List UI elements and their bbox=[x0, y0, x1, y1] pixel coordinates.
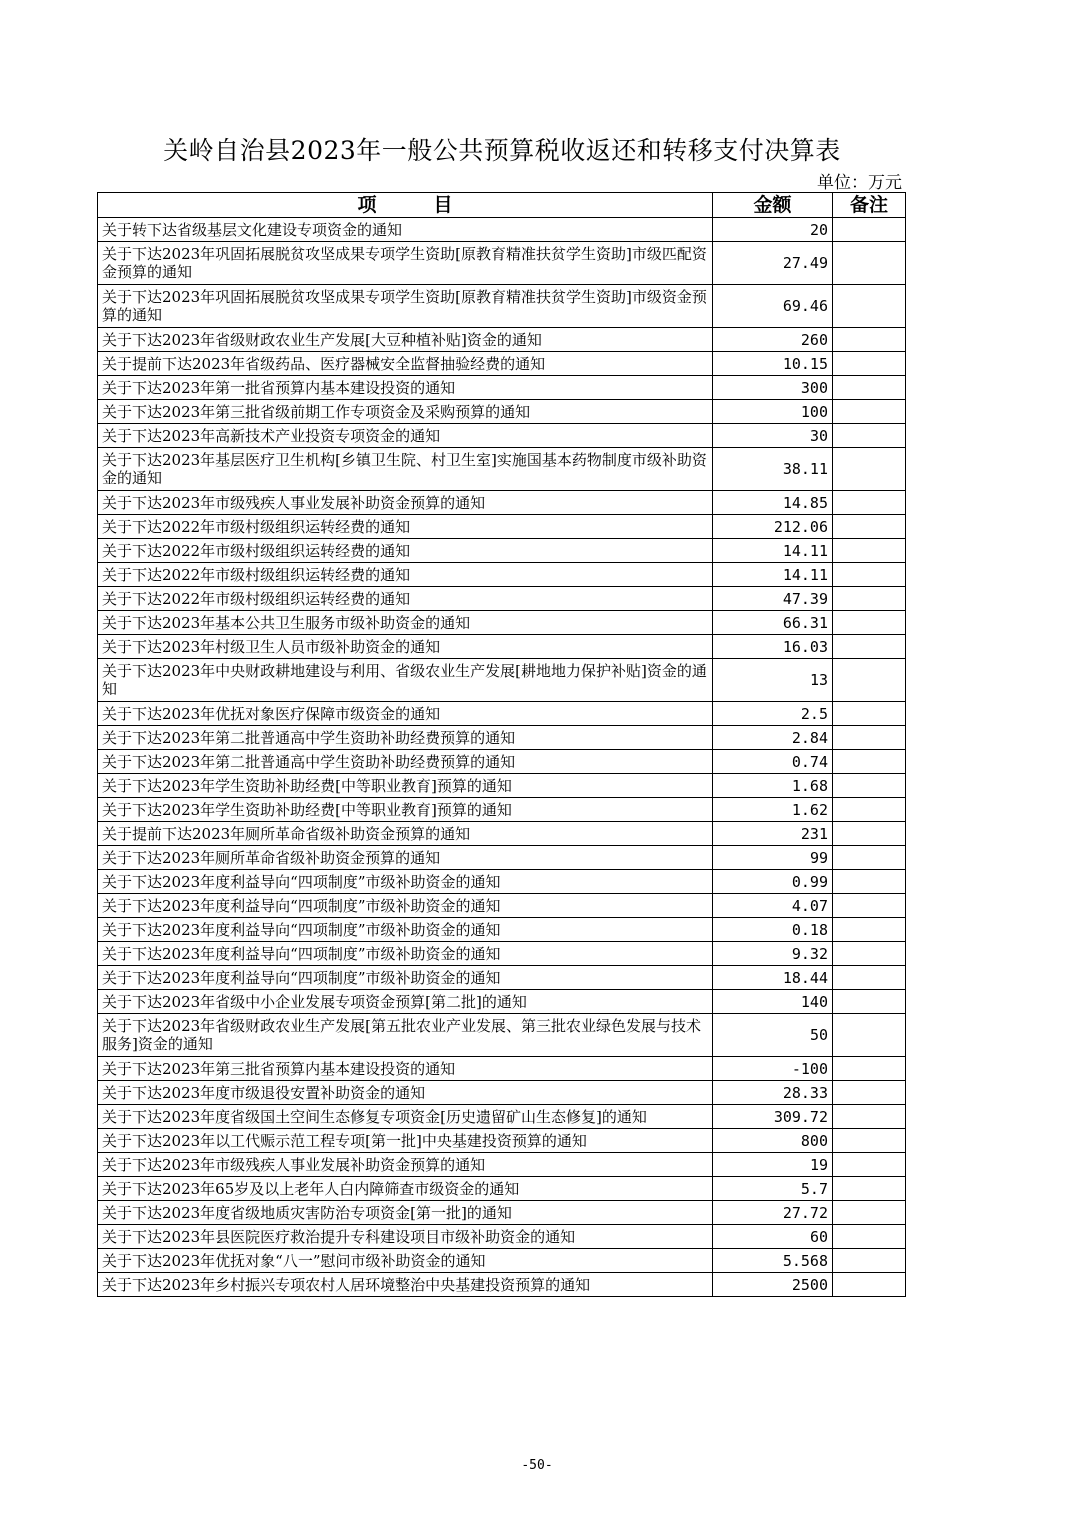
row-amount: 28.33 bbox=[713, 1081, 833, 1105]
row-amount: 47.39 bbox=[713, 587, 833, 611]
row-item: 关于下达2023年巩固拓展脱贫攻坚成果专项学生资助[原教育精准扶贫学生资助]市级匹配资金预算的通知 bbox=[98, 242, 713, 285]
table-row bbox=[98, 563, 906, 587]
unit-label: 单位：万元 bbox=[817, 173, 902, 193]
row-item: 关于下达2023年度利益导向“四项制度”市级补助资金的通知 bbox=[98, 966, 713, 990]
row-amount: 100 bbox=[713, 400, 833, 424]
row-note bbox=[833, 400, 906, 424]
table-row bbox=[98, 1081, 906, 1105]
row-note bbox=[833, 1105, 906, 1129]
row-note bbox=[833, 659, 906, 702]
row-item: 关于下达2022年市级村级组织运转经费的通知 bbox=[98, 515, 713, 539]
row-note bbox=[833, 1273, 906, 1297]
row-item: 关于提前下达2023年厕所革命省级补助资金预算的通知 bbox=[98, 822, 713, 846]
table-row bbox=[98, 702, 906, 726]
table-row bbox=[98, 218, 906, 242]
budget-table bbox=[97, 192, 906, 1297]
row-note bbox=[833, 798, 906, 822]
row-note bbox=[833, 702, 906, 726]
row-note bbox=[833, 750, 906, 774]
table-row bbox=[98, 966, 906, 990]
row-item: 关于下达2023年县医院医疗救治提升专科建设项目市级补助资金的通知 bbox=[98, 1225, 713, 1249]
row-amount: 20 bbox=[713, 218, 833, 242]
row-amount: 5.568 bbox=[713, 1249, 833, 1273]
table-row bbox=[98, 515, 906, 539]
table-row bbox=[98, 539, 906, 563]
row-note bbox=[833, 587, 906, 611]
row-amount: 16.03 bbox=[713, 635, 833, 659]
row-item: 关于提前下达2023年省级药品、医疗器械安全监督抽验经费的通知 bbox=[98, 352, 713, 376]
row-note bbox=[833, 894, 906, 918]
row-amount: 13 bbox=[713, 659, 833, 702]
row-item: 关于下达2023年厕所革命省级补助资金预算的通知 bbox=[98, 846, 713, 870]
table-row bbox=[98, 659, 906, 702]
row-item: 关于转下达省级基层文化建设专项资金的通知 bbox=[98, 218, 713, 242]
table-row bbox=[98, 942, 906, 966]
row-amount: 18.44 bbox=[713, 966, 833, 990]
row-item: 关于下达2023年村级卫生人员市级补助资金的通知 bbox=[98, 635, 713, 659]
row-amount: 30 bbox=[713, 424, 833, 448]
row-note bbox=[833, 328, 906, 352]
row-item: 关于下达2023年优抚对象医疗保障市级资金的通知 bbox=[98, 702, 713, 726]
row-amount: 1.62 bbox=[713, 798, 833, 822]
row-amount: 19 bbox=[713, 1153, 833, 1177]
table-row bbox=[98, 352, 906, 376]
row-item: 关于下达2023年第二批普通高中学生资助补助经费预算的通知 bbox=[98, 750, 713, 774]
table-row bbox=[98, 328, 906, 352]
row-note bbox=[833, 990, 906, 1014]
row-amount: 27.49 bbox=[713, 242, 833, 285]
row-item: 关于下达2023年第一批省预算内基本建设投资的通知 bbox=[98, 376, 713, 400]
row-amount: 4.07 bbox=[713, 894, 833, 918]
table-row bbox=[98, 1225, 906, 1249]
row-amount: 69.46 bbox=[713, 285, 833, 328]
row-note bbox=[833, 218, 906, 242]
row-amount: 309.72 bbox=[713, 1105, 833, 1129]
column-header-note: 备注 bbox=[833, 193, 906, 218]
row-note bbox=[833, 774, 906, 798]
row-note bbox=[833, 942, 906, 966]
row-item: 关于下达2023年65岁及以上老年人白内障筛查市级资金的通知 bbox=[98, 1177, 713, 1201]
row-note bbox=[833, 424, 906, 448]
row-item: 关于下达2023年优抚对象“八一”慰问市级补助资金的通知 bbox=[98, 1249, 713, 1273]
row-item: 关于下达2023年度利益导向“四项制度”市级补助资金的通知 bbox=[98, 870, 713, 894]
row-note bbox=[833, 515, 906, 539]
table-header-row bbox=[98, 193, 906, 218]
table-row bbox=[98, 1273, 906, 1297]
row-amount: 9.32 bbox=[713, 942, 833, 966]
row-note bbox=[833, 491, 906, 515]
table-row bbox=[98, 894, 906, 918]
row-amount: 2500 bbox=[713, 1273, 833, 1297]
row-note bbox=[833, 1225, 906, 1249]
table-row bbox=[98, 1057, 906, 1081]
row-amount: 212.06 bbox=[713, 515, 833, 539]
table-row bbox=[98, 448, 906, 491]
table-row bbox=[98, 400, 906, 424]
row-note bbox=[833, 352, 906, 376]
table-row bbox=[98, 1014, 906, 1057]
row-note bbox=[833, 1177, 906, 1201]
table-row bbox=[98, 726, 906, 750]
row-amount: 300 bbox=[713, 376, 833, 400]
row-note bbox=[833, 563, 906, 587]
row-note bbox=[833, 1057, 906, 1081]
row-item: 关于下达2022年市级村级组织运转经费的通知 bbox=[98, 539, 713, 563]
row-note bbox=[833, 1014, 906, 1057]
row-item: 关于下达2023年度利益导向“四项制度”市级补助资金的通知 bbox=[98, 894, 713, 918]
row-item: 关于下达2022年市级村级组织运转经费的通知 bbox=[98, 587, 713, 611]
table-row bbox=[98, 1105, 906, 1129]
row-item: 关于下达2023年市级残疾人事业发展补助资金预算的通知 bbox=[98, 491, 713, 515]
row-item: 关于下达2023年第三批省预算内基本建设投资的通知 bbox=[98, 1057, 713, 1081]
row-item: 关于下达2023年度省级国土空间生态修复专项资金[历史遗留矿山生态修复]的通知 bbox=[98, 1105, 713, 1129]
row-amount: 1.68 bbox=[713, 774, 833, 798]
table-row bbox=[98, 1129, 906, 1153]
row-note bbox=[833, 966, 906, 990]
row-item: 关于下达2023年以工代赈示范工程专项[第一批]中央基建投资预算的通知 bbox=[98, 1129, 713, 1153]
row-item: 关于下达2023年省级财政农业生产发展[大豆种植补贴]资金的通知 bbox=[98, 328, 713, 352]
table-row bbox=[98, 822, 906, 846]
row-item: 关于下达2023年基本公共卫生服务市级补助资金的通知 bbox=[98, 611, 713, 635]
table-row bbox=[98, 918, 906, 942]
table-row bbox=[98, 1153, 906, 1177]
page-title: 关岭自治县2023年一般公共预算税收返还和转移支付决算表 bbox=[163, 136, 841, 165]
row-item: 关于下达2023年中央财政耕地建设与利用、省级农业生产发展[耕地地力保护补贴]资金的通知 bbox=[98, 659, 713, 702]
row-item: 关于下达2023年巩固拓展脱贫攻坚成果专项学生资助[原教育精准扶贫学生资助]市级资金预算的通知 bbox=[98, 285, 713, 328]
row-note bbox=[833, 846, 906, 870]
row-amount: 27.72 bbox=[713, 1201, 833, 1225]
row-note bbox=[833, 726, 906, 750]
row-item: 关于下达2022年市级村级组织运转经费的通知 bbox=[98, 563, 713, 587]
row-item: 关于下达2023年第三批省级前期工作专项资金及采购预算的通知 bbox=[98, 400, 713, 424]
table-body bbox=[98, 218, 906, 1297]
row-amount: 50 bbox=[713, 1014, 833, 1057]
row-note bbox=[833, 1129, 906, 1153]
row-note bbox=[833, 822, 906, 846]
row-item: 关于下达2023年度利益导向“四项制度”市级补助资金的通知 bbox=[98, 942, 713, 966]
row-amount: 0.99 bbox=[713, 870, 833, 894]
table-row bbox=[98, 587, 906, 611]
row-item: 关于下达2023年省级中小企业发展专项资金预算[第二批]的通知 bbox=[98, 990, 713, 1014]
row-item: 关于下达2023年基层医疗卫生机构[乡镇卫生院、村卫生室]实施国基本药物制度市级补助资金的通知 bbox=[98, 448, 713, 491]
table-row bbox=[98, 1249, 906, 1273]
row-note bbox=[833, 1249, 906, 1273]
row-amount: 38.11 bbox=[713, 448, 833, 491]
table-row bbox=[98, 870, 906, 894]
table-row bbox=[98, 285, 906, 328]
row-amount: 60 bbox=[713, 1225, 833, 1249]
row-item: 关于下达2023年度省级地质灾害防治专项资金[第一批]的通知 bbox=[98, 1201, 713, 1225]
row-note bbox=[833, 376, 906, 400]
table-row bbox=[98, 424, 906, 448]
row-note bbox=[833, 448, 906, 491]
row-item: 关于下达2023年第二批普通高中学生资助补助经费预算的通知 bbox=[98, 726, 713, 750]
column-header-item: 项 目 bbox=[98, 193, 713, 218]
row-item: 关于下达2023年学生资助补助经费[中等职业教育]预算的通知 bbox=[98, 774, 713, 798]
row-amount: 231 bbox=[713, 822, 833, 846]
table-row bbox=[98, 846, 906, 870]
row-item: 关于下达2023年高新技术产业投资专项资金的通知 bbox=[98, 424, 713, 448]
table-row bbox=[98, 491, 906, 515]
row-note bbox=[833, 635, 906, 659]
column-header-amount: 金额 bbox=[713, 193, 833, 218]
row-amount: 10.15 bbox=[713, 352, 833, 376]
page-number: -50- bbox=[521, 1458, 553, 1473]
row-note bbox=[833, 870, 906, 894]
row-item: 关于下达2023年市级残疾人事业发展补助资金预算的通知 bbox=[98, 1153, 713, 1177]
row-note bbox=[833, 539, 906, 563]
row-item: 关于下达2023年省级财政农业生产发展[第五批农业产业发展、第三批农业绿色发展与技术服务]资金的通知 bbox=[98, 1014, 713, 1057]
row-note bbox=[833, 1081, 906, 1105]
row-item: 关于下达2023年学生资助补助经费[中等职业教育]预算的通知 bbox=[98, 798, 713, 822]
table-row bbox=[98, 774, 906, 798]
row-note bbox=[833, 611, 906, 635]
table-row bbox=[98, 1201, 906, 1225]
row-amount: 140 bbox=[713, 990, 833, 1014]
table-row bbox=[98, 990, 906, 1014]
table-row bbox=[98, 376, 906, 400]
row-item: 关于下达2023年度利益导向“四项制度”市级补助资金的通知 bbox=[98, 918, 713, 942]
row-note bbox=[833, 242, 906, 285]
table-row bbox=[98, 635, 906, 659]
row-amount: 99 bbox=[713, 846, 833, 870]
row-item: 关于下达2023年度市级退役安置补助资金的通知 bbox=[98, 1081, 713, 1105]
row-amount: 800 bbox=[713, 1129, 833, 1153]
row-amount: 0.18 bbox=[713, 918, 833, 942]
row-note bbox=[833, 1153, 906, 1177]
row-note bbox=[833, 285, 906, 328]
row-amount: 14.85 bbox=[713, 491, 833, 515]
row-amount: 66.31 bbox=[713, 611, 833, 635]
table-row bbox=[98, 1177, 906, 1201]
row-amount: 0.74 bbox=[713, 750, 833, 774]
row-note bbox=[833, 918, 906, 942]
table-row bbox=[98, 798, 906, 822]
row-amount: 14.11 bbox=[713, 563, 833, 587]
row-item: 关于下达2023年乡村振兴专项农村人居环境整治中央基建投资预算的通知 bbox=[98, 1273, 713, 1297]
table-row bbox=[98, 750, 906, 774]
table-row bbox=[98, 611, 906, 635]
row-amount: 2.5 bbox=[713, 702, 833, 726]
row-amount: 260 bbox=[713, 328, 833, 352]
row-amount: 2.84 bbox=[713, 726, 833, 750]
row-amount: 14.11 bbox=[713, 539, 833, 563]
row-amount: -100 bbox=[713, 1057, 833, 1081]
row-amount: 5.7 bbox=[713, 1177, 833, 1201]
table-row bbox=[98, 242, 906, 285]
row-note bbox=[833, 1201, 906, 1225]
